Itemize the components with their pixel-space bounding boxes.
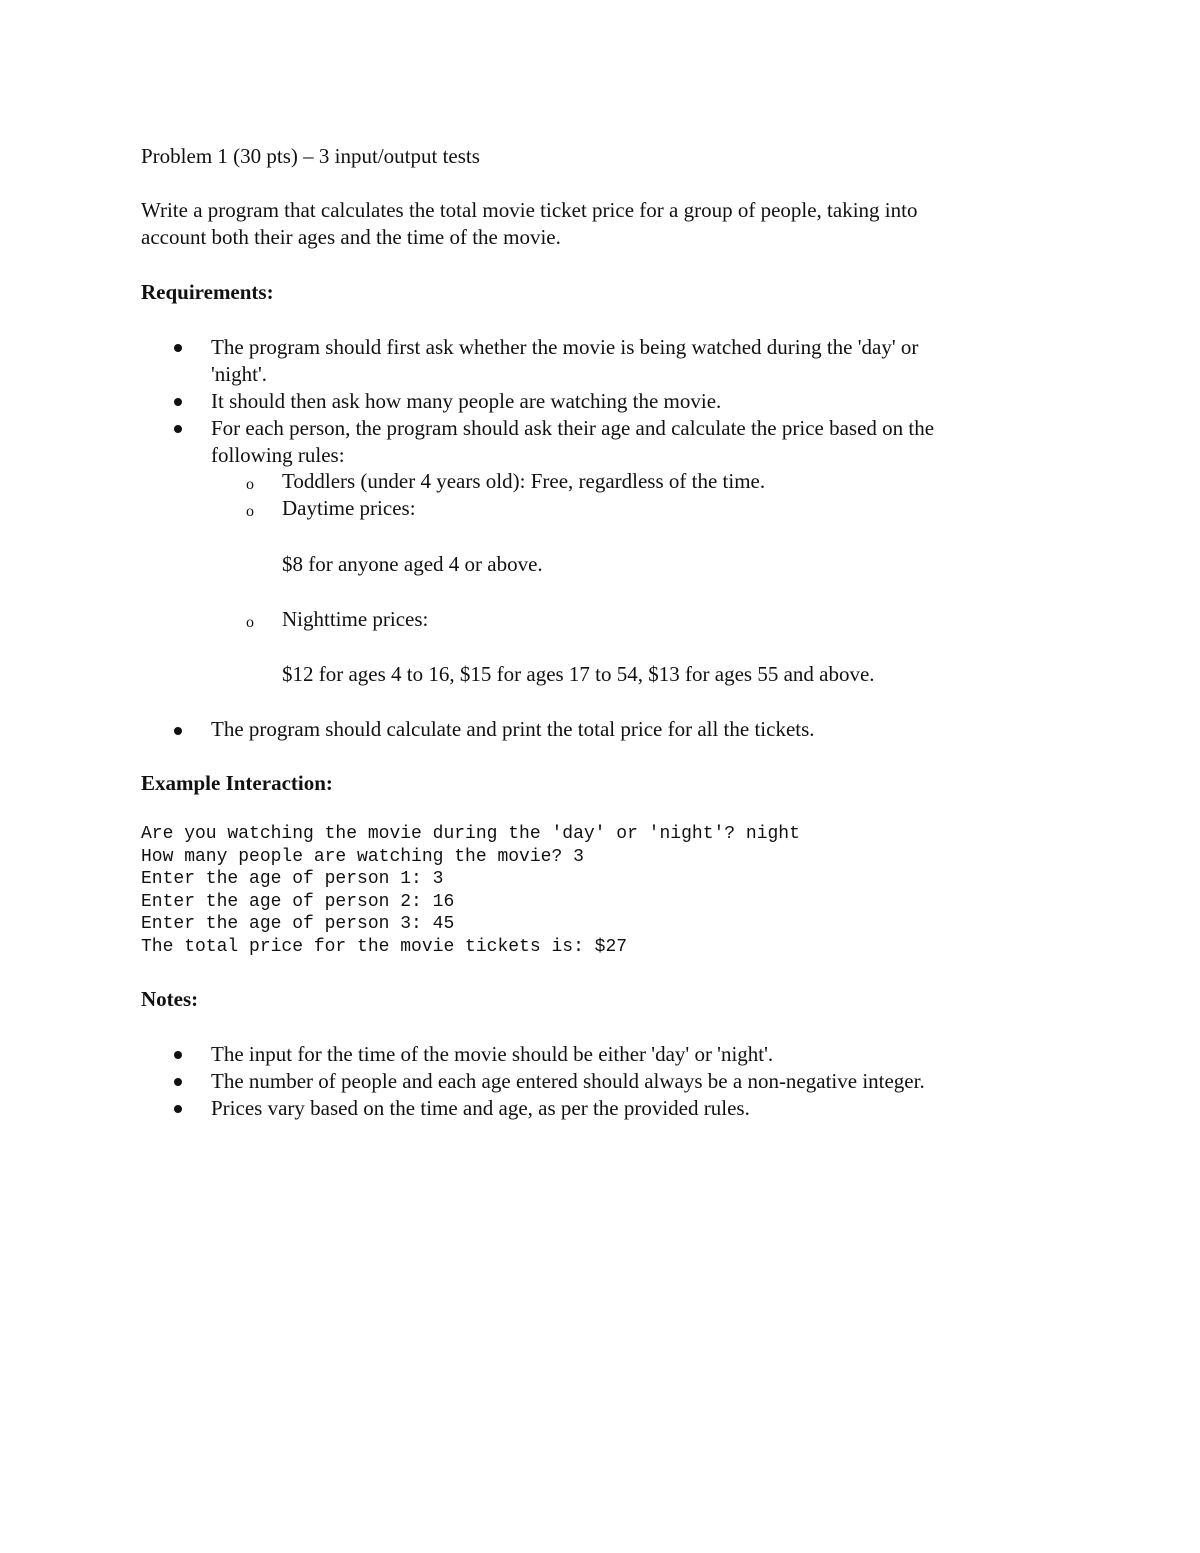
- sub-bullet-icon: o: [246, 503, 254, 520]
- problem-title: Problem 1 (30 pts) – 3 input/output tests: [141, 144, 480, 168]
- note-1: The input for the time of the movie should be either 'day' or 'night'.: [211, 1042, 774, 1066]
- example-line-3: Enter the age of person 1: 3: [141, 869, 444, 889]
- bullet-icon: [174, 398, 182, 406]
- note-2: The number of people and each age entered should always be a non-negative integer.: [211, 1069, 925, 1093]
- requirement-4-line-1: The program should calculate and print the total price for all the tickets.: [211, 717, 815, 741]
- requirements-heading: Requirements:: [141, 280, 274, 304]
- requirement-1-line-2: 'night'.: [211, 362, 267, 386]
- requirement-3-line-1: For each person, the program should ask their age and calculate the price based on the: [211, 416, 935, 440]
- example-line-2: How many people are watching the movie? 3: [141, 847, 584, 867]
- sub-item-toddlers: Toddlers (under 4 years old): Free, regardless of the time.: [282, 469, 766, 493]
- example-line-5: Enter the age of person 3: 45: [141, 914, 455, 934]
- example-line-6: The total price for the movie tickets is: $27: [141, 937, 628, 957]
- sub-bullet-icon: o: [246, 476, 254, 493]
- example-line-1: Are you watching the movie during the 'day' or 'night'? night: [141, 824, 800, 844]
- bullet-icon: [174, 344, 182, 352]
- bullet-icon: [174, 1105, 182, 1113]
- notes-heading: Notes:: [141, 987, 199, 1011]
- sub-item-nighttime-label: Nighttime prices:: [282, 607, 429, 631]
- requirement-2-line-1: It should then ask how many people are watching the movie.: [211, 389, 722, 413]
- bullet-icon: [174, 1078, 182, 1086]
- example-heading: Example Interaction:: [141, 771, 333, 795]
- sub-item-daytime-detail: $8 for anyone aged 4 or above.: [282, 552, 543, 576]
- sub-bullet-icon: o: [246, 614, 254, 631]
- sub-item-nighttime-detail: $12 for ages 4 to 16, $15 for ages 17 to 54, $13 for ages 55 and above.: [282, 662, 875, 686]
- requirement-3-line-2: following rules:: [211, 443, 345, 467]
- bullet-icon: [174, 425, 182, 433]
- intro-line-2: account both their ages and the time of the movie.: [141, 225, 561, 249]
- requirement-1-line-1: The program should first ask whether the movie is being watched during the 'day' or: [211, 335, 919, 359]
- bullet-icon: [174, 1051, 182, 1059]
- note-3: Prices vary based on the time and age, as per the provided rules.: [211, 1096, 750, 1120]
- sub-item-daytime-label: Daytime prices:: [282, 496, 416, 520]
- intro-line-1: Write a program that calculates the total movie ticket price for a group of people, taking into: [141, 198, 918, 222]
- example-line-4: Enter the age of person 2: 16: [141, 892, 455, 912]
- bullet-icon: [174, 727, 182, 735]
